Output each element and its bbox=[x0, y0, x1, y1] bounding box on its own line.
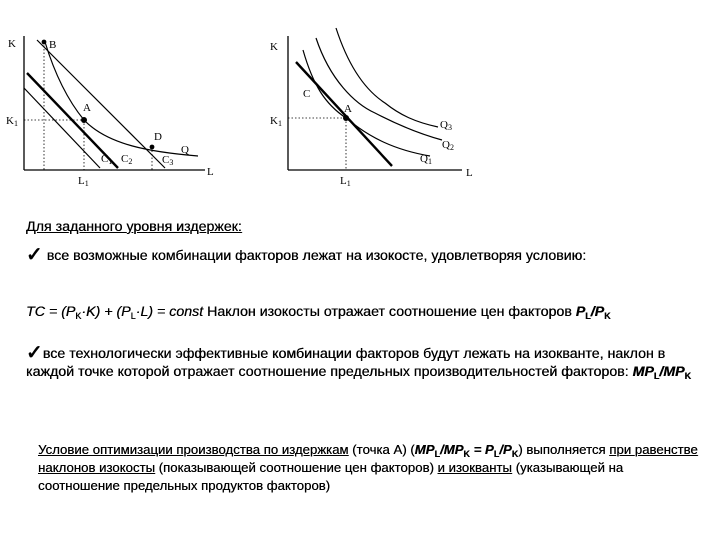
paragraph-condition: Условие оптимизации производства по издержкам (точка А) $(MP_L/MP_K = P_L/P_K)$ выполняется при равенстве наклонов изокосты (показывающей соотношение цен факторов) и изокванты (указывающей на соотношение предельных продуктов факторов) bbox=[38, 442, 698, 493]
left-k1-label: K1 bbox=[6, 115, 18, 128]
point-a-dot bbox=[81, 117, 87, 123]
point-d-dot bbox=[150, 145, 155, 150]
right-axis-x-label: L bbox=[466, 167, 473, 179]
checkmark-icon: ✓ bbox=[26, 244, 43, 266]
left-c2-label: C2 bbox=[121, 153, 133, 166]
left-point-d-label: D bbox=[154, 131, 162, 143]
paragraph-isoquant: ✓все технологически эффективные комбинации факторов будут лежать на изокванте, наклон в каждой точке которой отражает соотношение предельных производительностей факторов: $MP_L/MP_K$ bbox=[26, 342, 692, 381]
right-l1-label: L1 bbox=[340, 175, 351, 188]
right-diagram bbox=[270, 28, 473, 188]
checkmark-icon-2: ✓ bbox=[26, 342, 43, 364]
right-axis-y-label: K bbox=[270, 41, 278, 53]
point-b-dot bbox=[42, 40, 47, 45]
left-curve-q-label: Q bbox=[181, 144, 189, 156]
left-l1-label: L1 bbox=[78, 175, 89, 188]
left-axis-y-label: K bbox=[8, 38, 16, 50]
isoquant-q bbox=[45, 42, 198, 156]
right-point-a-label: A bbox=[344, 103, 352, 115]
left-c1-label: C1 bbox=[101, 153, 113, 166]
left-point-a-label: A bbox=[83, 102, 91, 114]
isoquant-q2 bbox=[316, 38, 442, 140]
right-point-a-dot bbox=[343, 115, 349, 121]
right-k1-label: K1 bbox=[270, 115, 282, 128]
heading-text: Для заданного уровня издержек: bbox=[26, 219, 242, 235]
left-point-b-label: B bbox=[49, 39, 57, 51]
diagrams-panel bbox=[0, 0, 720, 200]
isocost-c1 bbox=[24, 88, 100, 168]
right-point-c-label: C bbox=[303, 88, 311, 100]
right-q1-label: Q1 bbox=[420, 153, 432, 166]
right-q2-label: Q2 bbox=[442, 139, 454, 152]
paragraph-formula: TC = $(P_K\cdot K) + (P_L\cdot L)$ = const Наклон изокосты отражает соотношение цен факторов $P_L/P_K$ bbox=[26, 304, 611, 321]
right-q3-label: Q3 bbox=[440, 119, 452, 132]
paragraph-isocost: ✓ все возможные комбинации факторов лежат на изокосте, удовлетворяя условию: bbox=[26, 244, 587, 266]
left-axis-x-label: L bbox=[207, 166, 214, 178]
left-c3-label: C3 bbox=[162, 154, 174, 167]
left-diagram bbox=[6, 36, 214, 188]
